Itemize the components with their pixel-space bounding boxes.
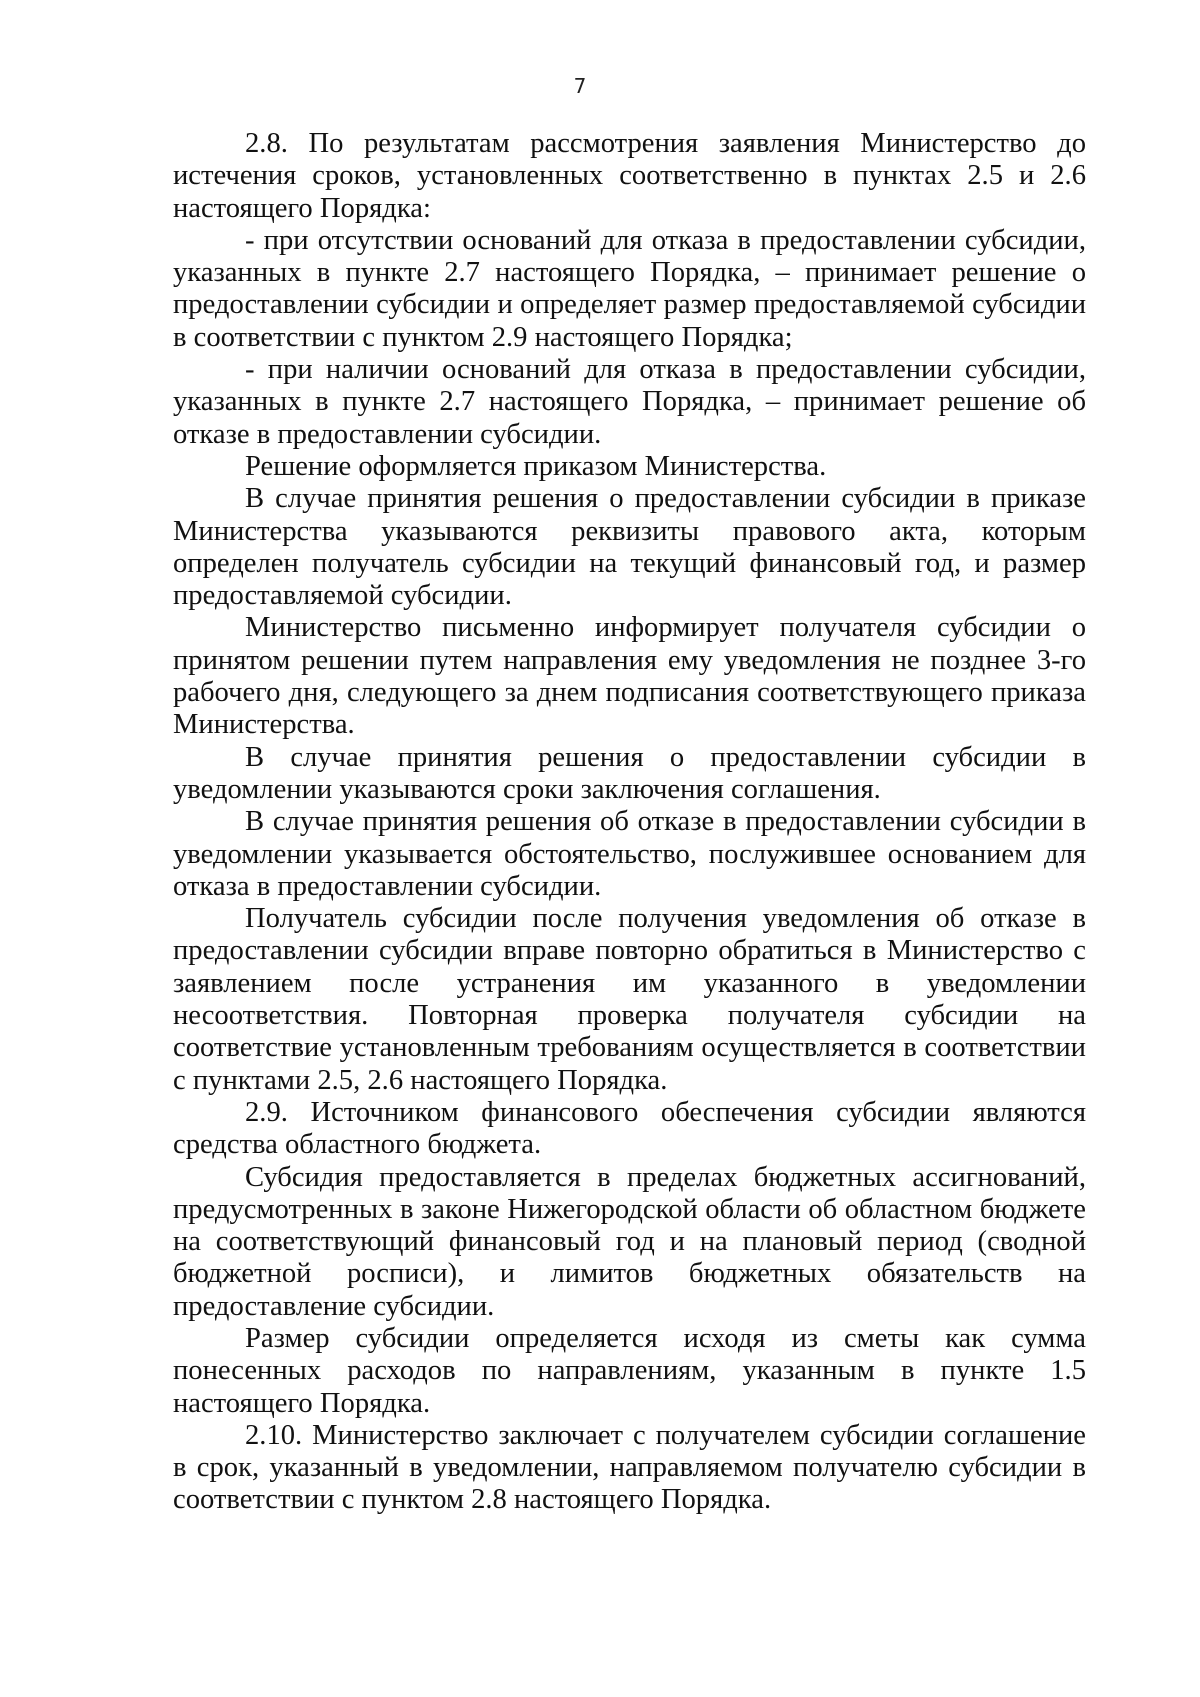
paragraph-refusal-reason: В случае принятия решения об отказе в предоставлении субсидии в уведомлении указывается обстоятельство, послужившее основанием для отказа в предоставлении субсидии. <box>173 806 1086 902</box>
paragraph-reapplication: Получатель субсидии после получения уведомления об отказе в предоставлении субсидии вправе повторно обратиться в Министерство с заявлением после устранения им указанного в уведомлении несоответствия. Повторная проверка получателя субсидии на соответствие установленным требованиям осуществляется в соответствии с пунктами 2.5, 2.6 настоящего Порядка. <box>173 903 1086 1096</box>
paragraph-order-details: В случае принятия решения о предоставлении субсидии в приказе Министерства указываются реквизиты правового акта, которым определен получатель субсидии на текущий финансовый год, и размер предоставляемой субсидии. <box>173 483 1086 612</box>
paragraph-2-10: 2.10. Министерство заключает с получателем субсидии соглашение в срок, указанный в уведомлении, направляемом получателю субсидии в соответствии с пунктом 2.8 настоящего Порядка. <box>173 1419 1086 1516</box>
paragraph-no-grounds: - при отсутствии оснований для отказа в предоставлении субсидии, указанных в пункте 2.7 настоящего Порядка, – принимает решение о предоставлении субсидии и определяет размер предоставляемой субсидии в соответствии с пунктом 2.9 настоящего Порядка; <box>173 224 1086 353</box>
paragraph-2-9: 2.9. Источником финансового обеспечения субсидии являются средства областного бюджета. <box>173 1096 1086 1161</box>
paragraph-agreement-terms: В случае принятия решения о предоставлении субсидии в уведомлении указываются сроки заключения соглашения. <box>173 741 1086 805</box>
document-body <box>173 128 1086 1517</box>
paragraph-subsidy-amount: Размер субсидии определяется исходя из сметы как сумма понесенных расходов по направлениям, указанным в пункте 1.5 настоящего Порядка. <box>173 1322 1086 1419</box>
paragraph-2-8: 2.8. По результатам рассмотрения заявления Министерство до истечения сроков, установленных соответственно в пунктах 2.5 и 2.6 настоящего Порядка: <box>173 128 1086 224</box>
paragraph-with-grounds: - при наличии оснований для отказа в предоставлении субсидии, указанных в пункте 2.7 настоящего Порядка, – принимает решение об отказе в предоставлении субсидии. <box>173 354 1086 450</box>
paragraph-decision-order: Решение оформляется приказом Министерства. <box>245 450 827 482</box>
paragraph-notification: Министерство письменно информирует получателя субсидии о принятом решении путем направления ему уведомления не позднее 3-го рабочего дня, следующего за днем подписания соответствующего приказа Министерства. <box>173 612 1086 741</box>
paragraph-budget-limits: Субсидия предоставляется в пределах бюджетных ассигнований, предусмотренных в законе Нижегородской области об областном бюджете на соответствующий финансовый год и на плановый период (сводной бюджетной росписи), и лимитов бюджетных обязательств на предоставление субсидии. <box>173 1161 1086 1322</box>
page-number: 7 <box>573 74 587 98</box>
